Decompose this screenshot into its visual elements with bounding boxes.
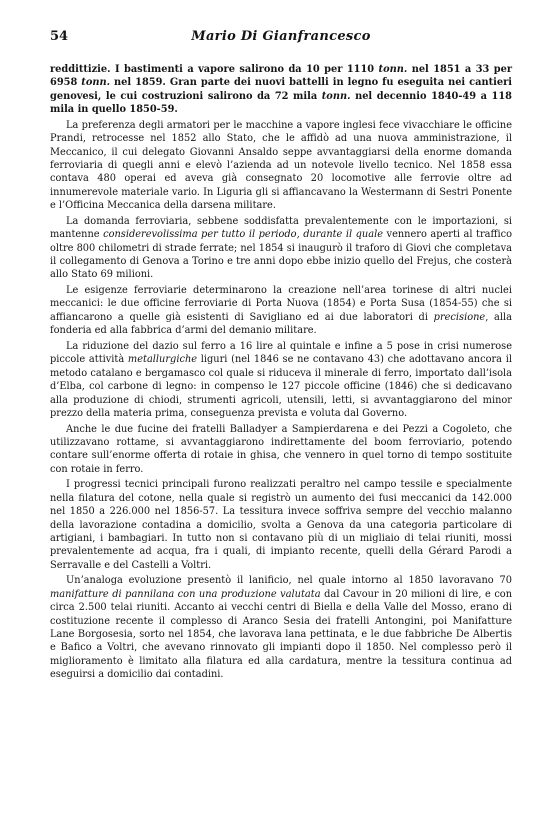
text-segment: , alla fonderia ed alla fabbrica d’armi del demanio militare. bbox=[50, 311, 512, 337]
text-segment: tonn. bbox=[81, 77, 111, 89]
text-segment: nel 1851 a 33 per 6958 bbox=[50, 64, 513, 89]
text-segment: precisione bbox=[433, 311, 486, 323]
text-segment: manifatture di pannilana con una produzione valutata bbox=[50, 588, 321, 600]
page-header bbox=[50, 29, 512, 49]
paragraph-p5 bbox=[50, 340, 512, 420]
text-segment: Un’analoga evoluzione presentò il lanificio, nel quale intorno al 1850 lavoravano 70 bbox=[66, 575, 512, 587]
text-segment: I progressi tecnici principali furono realizzati peraltro nel campo tessile e specialmente nella filatura del cotone, nella quale si registrò un aumento dei fusi meccanici da 142.000 nel 1850 a 226.000 nel 1856-57. La tessitura invece soffriva sempre del vecchio malanno della lavorazione contadina a domicilio, svolta a Genova da una categoria particolare di artigiani, i bambagiari. In tutto non si contavano più di un migliaio di telai riuniti, mossi prevalentemente ad acqua, fra i quali, di impianto recente, quelli della Gérard Parodi a Serravalle e del Castelli a Voltri. bbox=[50, 479, 512, 571]
text-segment: tonn. bbox=[321, 90, 351, 102]
text-segment: liguri (nel 1846 se ne contavano 43) che adottavano ancora il metodo catalano e bergamasco col quale si riduceva il minerale di ferro, importato dall’isola d’Elba, col carbone di legno: in compenso le 127 piccole officine (1846) che si dedicavano alla produzione di chiodi, strumenti agricoli, utensili, letti, si avvantaggiarono del minor prezzo della materia prima, conseguenza prevista e voluta dal Governo. bbox=[50, 354, 512, 419]
paragraph-p3 bbox=[50, 215, 512, 282]
text-segment: reddittizie. I bastimenti a vapore salirono da 10 per 1110 bbox=[50, 64, 379, 75]
paragraph-p7 bbox=[50, 478, 512, 572]
paragraph-p8 bbox=[50, 574, 512, 681]
text-segment: dal Cavour in 20 milioni di lire, e con circa 2.500 telai riuniti. Accanto ai vecchi centri di Biella e della Valle del Mosso, erano di costituzione recente il complesso di Aranco Sesia dei fratelli Antongini, poi Manifatture Lane Borgosesia, sorto nel 1854, che lavorava lana pettinata, e le due fabbriche De Albertis e Bafico a Voltri, che avevano rinnovato gli impianti dopo il 1850. Nel complesso però il miglioramento è limitato alla filatura ed alla cardatura, mentre la tessitura continua ad eseguirsi a domicilio dai contadini. bbox=[50, 588, 513, 681]
paragraph-p1 bbox=[50, 63, 512, 117]
paragraph-p6 bbox=[50, 423, 512, 477]
paragraph-p2 bbox=[50, 119, 512, 213]
text-segment: La riduzione del dazio sul ferro a 16 lire al quintale e infine a 5 pose in crisi numerose piccole attività bbox=[50, 340, 512, 366]
running-head: Mario Di Gianfrancesco bbox=[191, 29, 371, 44]
page-number: 54 bbox=[50, 29, 69, 44]
text-segment: Le esigenze ferroviarie determinarono la creazione nell’area torinese di altri nuclei meccanici: le due officine ferroviarie di Porta Nuova (1854) e Porta Susa (1854-55) che si affiancarono a quelle già esistenti di Savigliano ed ai due laboratori di bbox=[50, 285, 512, 323]
body-text bbox=[50, 63, 512, 682]
text-segment: nel 1859. Gran parte dei nuovi battelli in legno fu eseguita nei cantieri genovesi, le cui costruzioni salirono da 72 mila bbox=[50, 77, 512, 102]
text-segment: nel decennio 1840-49 a 118 mila in quello 1850-59. bbox=[50, 90, 512, 116]
text-segment: metallurgiche bbox=[127, 354, 198, 366]
text-segment: La domanda ferroviaria, sebbene soddisfatta prevalentemente con le importazioni, si mantenne bbox=[50, 215, 512, 241]
paragraph-p4 bbox=[50, 284, 512, 338]
text-segment: considerevolissima per tutto il periodo, durante il quale bbox=[103, 229, 384, 241]
text-segment: tonn. bbox=[378, 64, 408, 75]
text-segment: La preferenza degli armatori per le macchine a vapore inglesi fece vivacchiare le officine Prandi, retrocesse nel 1852 allo Stato, che le affidò ad una nuova amministrazione, il Meccanico, il cui delegato Giovanni Ansaldo seppe avvantaggiarsi della enorme domanda ferroviaria di quegli anni e elevò l’azienda ad un notevole livello tecnico. Nel 1858 essa contava 480 operai ed aveva già consegnato 20 locomotive alle ferrovie oltre ad innumerevole materiale vario. In Liguria gli si affiancavano la Westermann di Sestri Ponente e l’Officina Meccanica della darsena militare. bbox=[50, 119, 512, 212]
text-segment: Anche le due fucine dei fratelli Balladyer a Sampierdarena e dei Pezzi a Cogoleto, che utilizzavano rottame, si avvantaggiarono indirettamente del boom ferroviario, potendo contare sull’enorme offerta di rotaie in ghisa, che vennero in quel torno di tempo sostituite con rotaie in ferro. bbox=[50, 423, 512, 475]
text-segment: vennero aperti al traffico oltre 800 chilometri di strade ferrate; nel 1854 si inaugurò il traforo di Giovi che completava il collegamento di Genova a Torino e tre anni dopo ebbe inizio quello del Frejus, che costerà allo Stato 69 milioni. bbox=[50, 229, 512, 281]
